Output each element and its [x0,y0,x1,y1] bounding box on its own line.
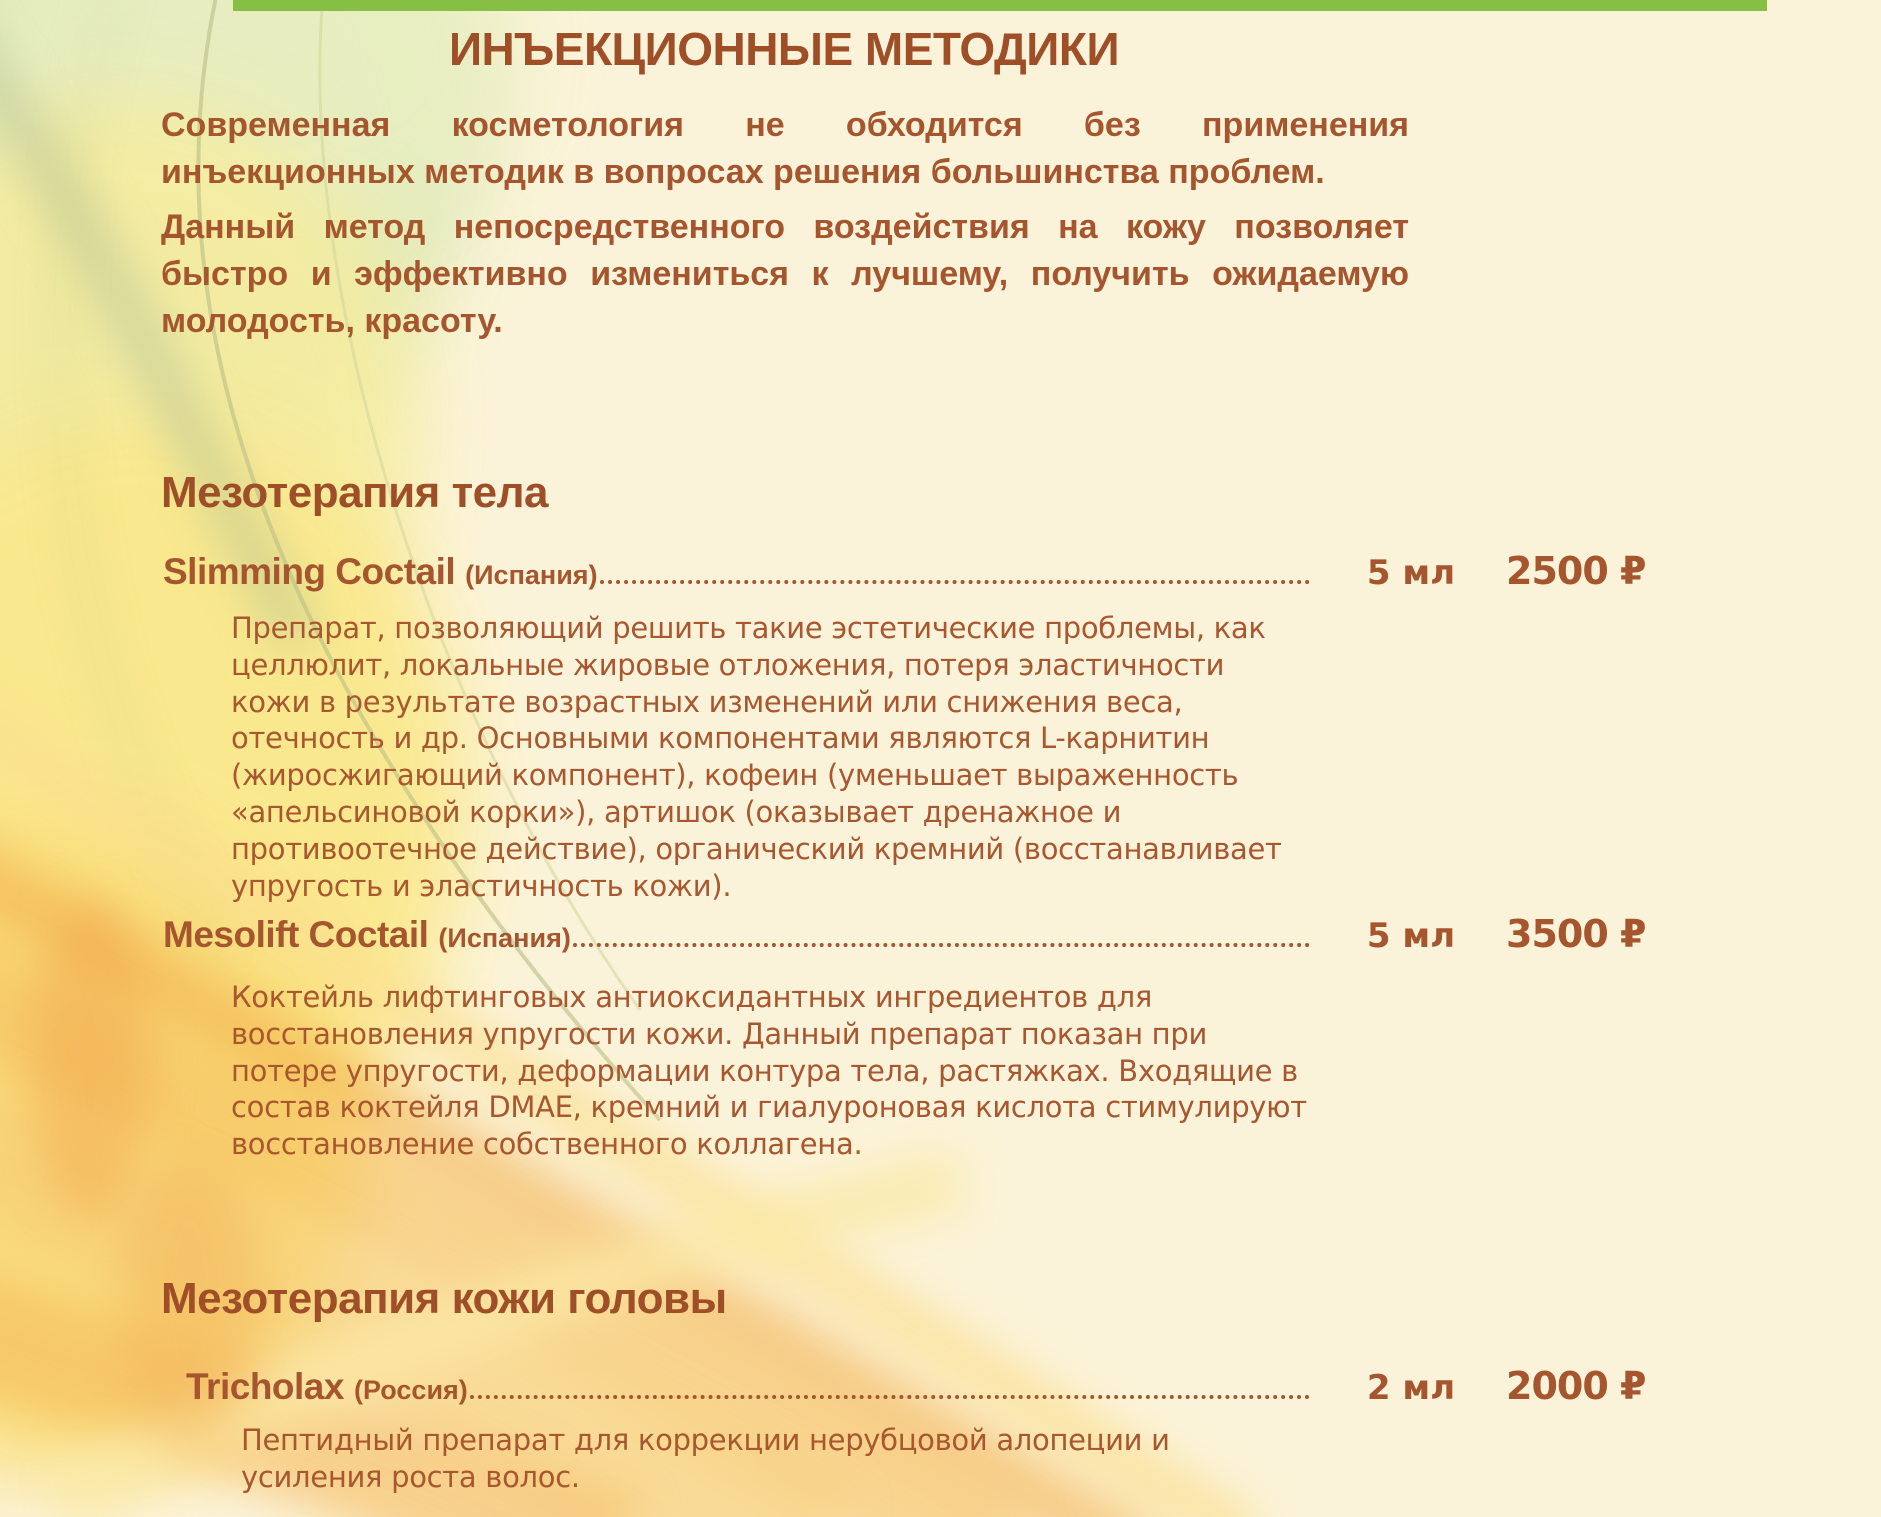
item-price: 2000 ₽ [1506,1364,1646,1408]
item-origin: (Испания) [465,560,598,590]
item-price: 3500 ₽ [1506,912,1646,956]
item-description: Пептидный препарат для коррекции нерубцовой алопеции и усиления роста волос. [241,1423,1170,1494]
item-description: Препарат, позволяющий решить такие эстетические проблемы, как целлюлит, локальные жировые отложения, потеря эластичности кожи в результате возрастных изменений или снижения веса, отечность и др. Основными компонентами являются L-карнитин (жиросжигающий компонент), кофеин (уменьшает выраженность «апельсиновой корки»), артишок (оказывает дренажное и противоотечное действие), органический кремний (восстанавливает упругость и эластичность кожи). [231,611,1282,903]
price-item-row-slimming [163,549,1691,594]
item-origin: (Россия) [353,1375,468,1405]
dotted-leader [600,564,1310,584]
intro-paragraph-1: Современная косметология не обходится без применения инъекционных методик в вопросах решения большинства проблем. [161,106,1409,191]
item-name: Mesolift Coctail [163,914,429,955]
item-name: Tricholax [186,1366,344,1407]
price-item-row-tricholax [186,1364,1691,1409]
item-volume: 5 мл [1366,553,1456,593]
dotted-leader [470,1379,1310,1399]
item-volume: 5 мл [1366,916,1456,956]
section-heading-scalp-mesotherapy: Мезотерапия кожи головы [161,1274,727,1323]
page-title: ИНЪЕКЦИОННЫЕ МЕТОДИКИ [448,23,1120,75]
item-origin: (Испания) [438,923,571,953]
price-item-row-mesolift [163,912,1691,957]
item-description: Коктейль лифтинговых антиоксидантных ингредиентов для восстановления упругости кожи. Данный препарат показан при потере упругости, деформации контура тела, растяжках. Входящие в состав коктейля DMAE, кремний и гиалуроновая кислота стимулируют восстановление собственного коллагена. [231,980,1307,1162]
dotted-leader [573,927,1310,947]
item-price: 2500 ₽ [1506,549,1646,593]
intro-paragraph-2: Данный метод непосредственного воздействия на кожу позволяет быстро и эффективно измениться к лучшему, получить ожидаемую молодость, красоту. [161,208,1409,340]
item-volume: 2 мл [1366,1368,1456,1408]
top-green-bar [233,0,1767,11]
section-heading-body-mesotherapy: Мезотерапия тела [161,468,549,517]
item-name: Slimming Coctail [163,551,456,592]
